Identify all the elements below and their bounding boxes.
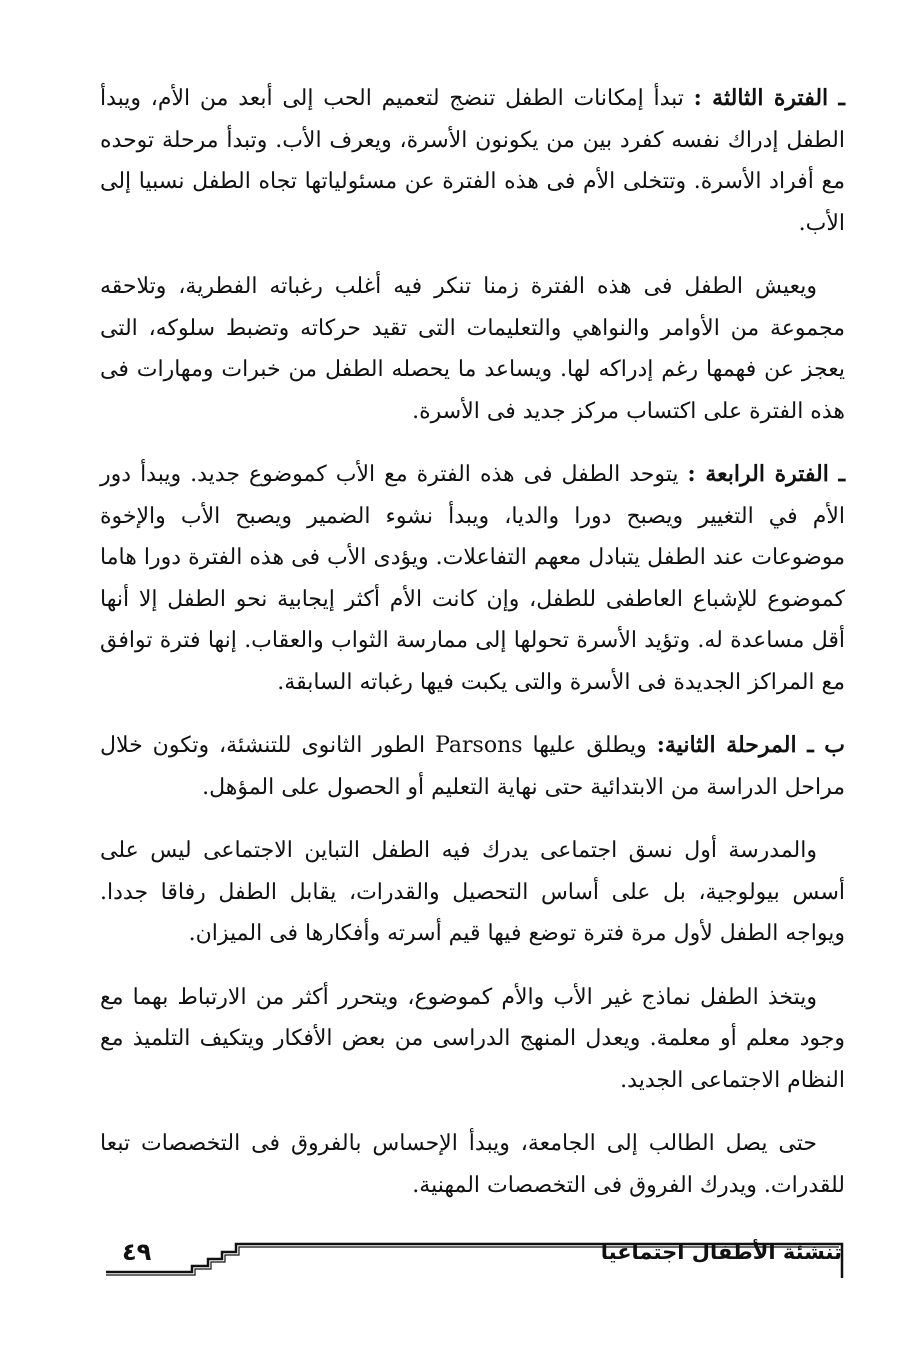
paragraph-heading: ـ الفترة الرابعة :	[687, 461, 846, 487]
paragraph-child-life	[100, 266, 845, 432]
paragraph-text: ويتخذ الطفل نماذج غير الأب والأم كموضوع، ويتحرر أكثر من الارتباط بهما مع وجود معلم أو معلمة. ويعدل المنهج الدراسى من بعض الأفكار ويتكيف التلميذ مع النظام الاجتماعى الجديد.	[100, 984, 845, 1093]
paragraph-text: ويطلق عليها Parsons الطور الثانوى للتنشئة، وتكون خلال مراحل الدراسة من الابتدائية حتى نهاية التعليم أو الحصول على المؤهل.	[100, 733, 845, 800]
paragraph-text: يتوحد الطفل فى هذه الفترة مع الأب كموضوع جديد. ويبدأ دور الأم في التغيير ويصبح دورا والديا، ويبدأ نشوء الضمير ويصبح الأب والإخوة موضوعات عند الطفل يتبادل معهم التفاعلات. ويؤدى الأب فى هذه الفترة دورا هاما كموضوع للإشباع العاطفى للطفل، وإن كانت الأم أكثر إيجابية نحو الطفل إلا أنها أقل مساعدة له. وتؤيد الأسرة تحولها إلى ممارسة الثواب والعقاب. إنها فترة توافق مع المراكز الجديدة فى الأسرة والتى يكبت فيها رغباته السابقة.	[100, 462, 845, 695]
paragraph-second-stage	[100, 725, 845, 808]
paragraph-text: حتى يصل الطالب إلى الجامعة، ويبدأ الإحساس بالفروق فى التخصصات تبعا للقدرات. ويدرك الفروق فى التخصصات المهنية.	[100, 1131, 845, 1198]
paragraph-heading: ب ـ المرحلة الثانية:	[656, 732, 845, 758]
page-number: ٤٩	[122, 1238, 152, 1266]
paragraph-text: ويعيش الطفل فى هذه الفترة زمنا تنكر فيه أغلب رغباته الفطرية، وتلاحقه مجموعة من الأوامر والنواهي والتعليمات التى تقيد حركاته وتضبط سلوكه، التى يعجز عن فهمها رغم إدراكه لها. ويساعد ما يحصله الطفل من خبرات ومهارات فى هذه الفترة على اكتساب مركز جديد فى الأسرة.	[100, 274, 845, 424]
paragraph-text: والمدرسة أول نسق اجتماعى يدرك فيه الطفل التباين الاجتماعى ليس على أسس بيولوجية، بل على أساس التحصيل والقدرات، يقابل الطفل رفاقا جددا. ويواجه الطفل لأول مرة فترة توضع فيها قيم أسرته وأفكارها فى الميزان.	[100, 838, 845, 946]
paragraph-university	[100, 1123, 845, 1206]
page-body	[100, 78, 845, 1228]
running-title: تنشئة الأطفال اجتماعيا	[600, 1240, 842, 1264]
paragraph-heading: ـ الفترة الثالثة :	[693, 85, 845, 111]
page-footer	[100, 1222, 850, 1282]
paragraph-models	[100, 977, 845, 1102]
paragraph-fourth-period	[100, 454, 845, 703]
paragraph-third-period	[100, 78, 845, 244]
paragraph-school	[100, 830, 845, 955]
paragraph-text: تبدأ إمكانات الطفل تنضج لتعميم الحب إلى أبعد من الأم، ويبدأ الطفل إدراك نفسه كفرد بين من يكونون الأسرة، ويعرف الأب. وتبدأ مرحلة توحده مع أفراد الأسرة. وتتخلى الأم فى هذه الفترة عن مسئولياتها تجاه الطفل نسبيا إلى الأب.	[100, 86, 845, 236]
